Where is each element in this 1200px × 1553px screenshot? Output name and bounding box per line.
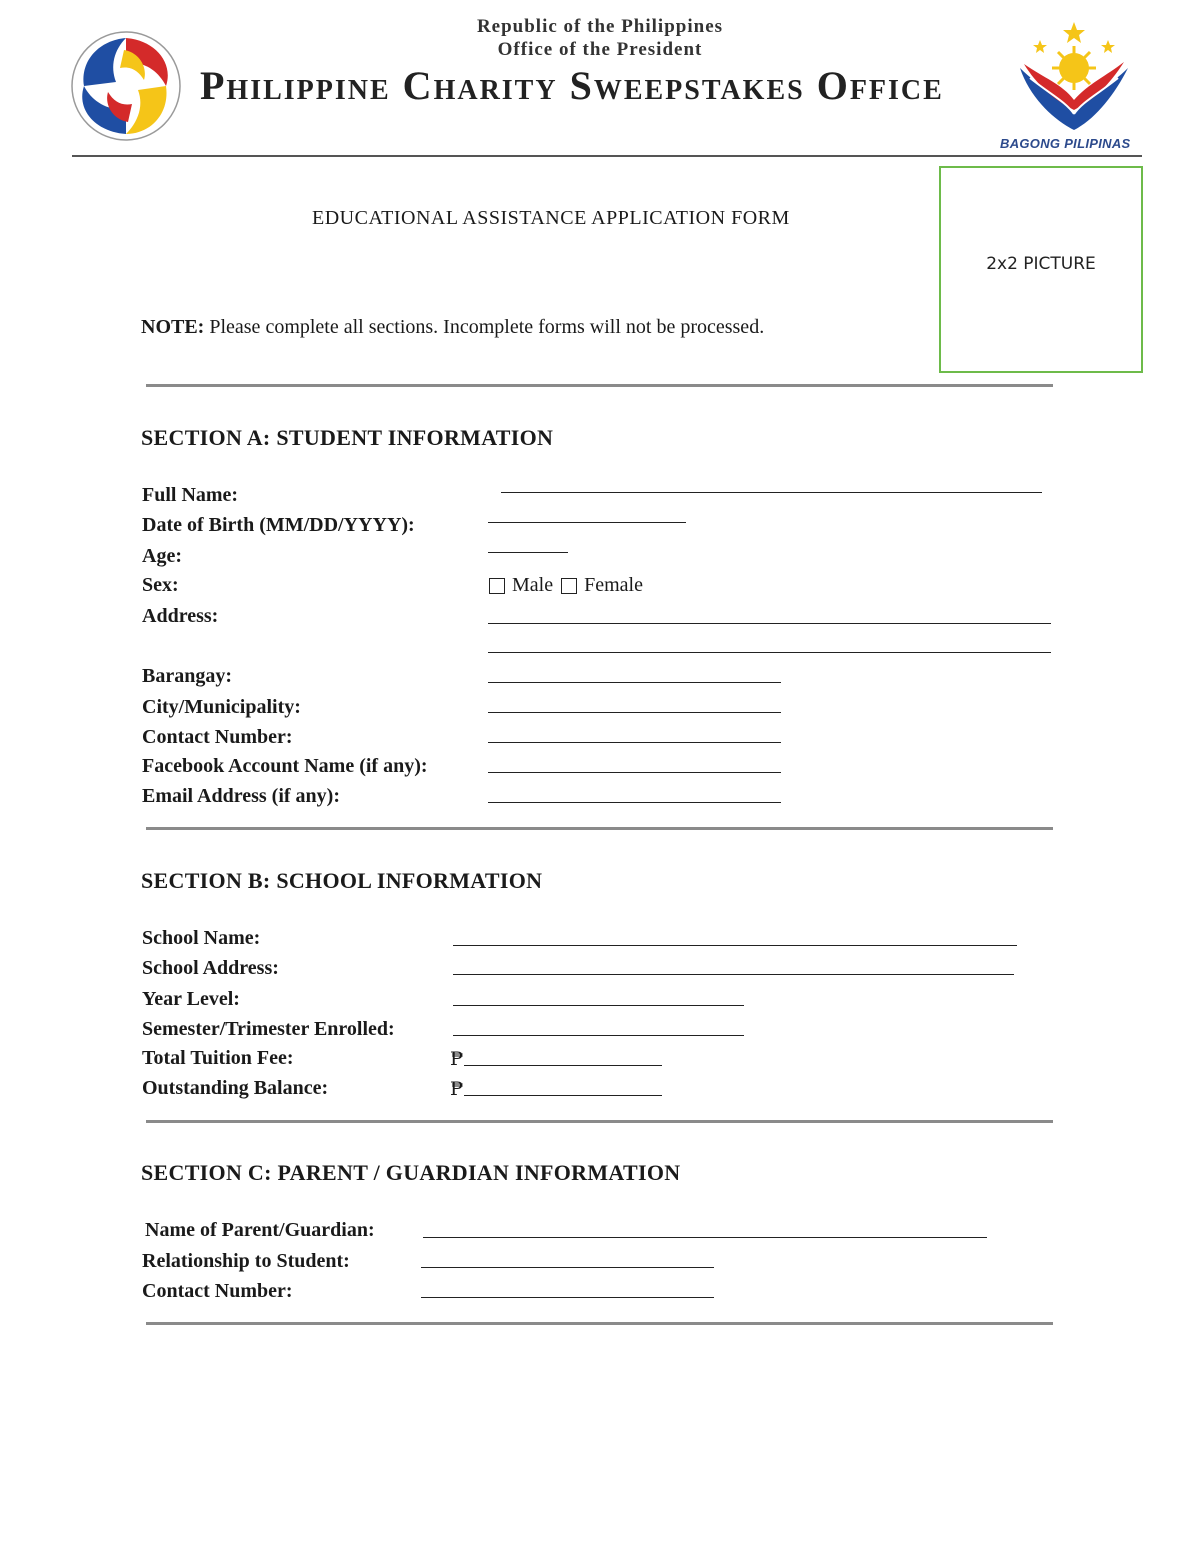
city-label: City/Municipality:: [142, 696, 301, 718]
header-divider: [72, 155, 1142, 157]
barangay-field[interactable]: [488, 681, 781, 683]
contact-number-label: Contact Number:: [142, 726, 293, 748]
city-field[interactable]: [488, 711, 781, 713]
sex-female-option[interactable]: [561, 574, 643, 597]
note-label: NOTE:: [141, 316, 205, 338]
school-address-label: School Address:: [142, 957, 279, 979]
facebook-label: Facebook Account Name (if any):: [142, 755, 428, 777]
female-checkbox[interactable]: [561, 578, 577, 594]
balance-currency: ₱: [450, 1078, 464, 1100]
sex-label: Sex:: [142, 574, 179, 596]
address-label: Address:: [142, 605, 219, 627]
male-label: Male: [512, 574, 554, 596]
header-office: Office of the President: [497, 39, 703, 60]
section-c-title: SECTION C: PARENT / GUARDIAN INFORMATION: [141, 1160, 681, 1185]
email-field[interactable]: [488, 801, 781, 803]
semester-field[interactable]: [453, 1034, 744, 1036]
photo-label: 2x2 PICTURE: [986, 254, 1096, 274]
email-label: Email Address (if any):: [142, 785, 340, 807]
age-field[interactable]: [488, 551, 568, 553]
header-republic: Republic of the Philippines: [476, 16, 724, 37]
guardian-name-field[interactable]: [423, 1236, 987, 1238]
year-level-label: Year Level:: [142, 988, 240, 1010]
agency-name: Philippine Charity Sweepstakes Office: [200, 63, 944, 108]
sex-options: [489, 574, 651, 597]
dob-field[interactable]: [488, 521, 686, 523]
guardian-contact-label: Contact Number:: [142, 1280, 293, 1302]
divider: [146, 1322, 1053, 1325]
address-field-line2[interactable]: [488, 651, 1051, 653]
tuition-field[interactable]: [464, 1064, 662, 1066]
divider: [146, 384, 1053, 387]
note-text: Please complete all sections. Incomplete forms will not be processed.: [204, 316, 765, 338]
balance-label: Outstanding Balance:: [142, 1077, 329, 1099]
male-checkbox[interactable]: [489, 578, 505, 594]
full-name-label: Full Name:: [142, 484, 239, 506]
age-label: Age:: [142, 545, 182, 567]
divider: [146, 1120, 1053, 1123]
divider: [146, 827, 1053, 830]
year-level-field[interactable]: [453, 1004, 744, 1006]
female-label: Female: [584, 574, 643, 596]
full-name-field[interactable]: [501, 491, 1042, 493]
school-name-field[interactable]: [453, 944, 1017, 946]
barangay-label: Barangay:: [142, 665, 232, 687]
semester-label: Semester/Trimester Enrolled:: [142, 1018, 395, 1040]
tuition-label: Total Tuition Fee:: [142, 1047, 294, 1069]
form-title: EDUCATIONAL ASSISTANCE APPLICATION FORM: [312, 207, 790, 229]
relationship-field[interactable]: [421, 1266, 714, 1268]
school-name-label: School Name:: [142, 927, 261, 949]
guardian-name-label: Name of Parent/Guardian:: [145, 1219, 375, 1241]
form-note: [141, 316, 764, 339]
tuition-currency: ₱: [450, 1048, 464, 1070]
contact-number-field[interactable]: [488, 741, 781, 743]
sex-male-option[interactable]: [489, 574, 553, 597]
dob-label: Date of Birth (MM/DD/YYYY):: [142, 514, 415, 536]
bagong-pilipinas-caption: BAGONG PILIPINAS: [1000, 136, 1131, 151]
facebook-field[interactable]: [488, 771, 781, 773]
relationship-label: Relationship to Student:: [142, 1250, 350, 1272]
guardian-contact-field[interactable]: [421, 1296, 714, 1298]
address-field-line1[interactable]: [488, 622, 1051, 624]
bagong-pilipinas-logo-icon: [1010, 18, 1138, 136]
photo-box[interactable]: [939, 166, 1143, 373]
balance-field[interactable]: [464, 1094, 662, 1096]
school-address-field[interactable]: [453, 973, 1014, 975]
section-a-title: SECTION A: STUDENT INFORMATION: [141, 425, 554, 450]
section-b-title: SECTION B: SCHOOL INFORMATION: [141, 868, 543, 893]
